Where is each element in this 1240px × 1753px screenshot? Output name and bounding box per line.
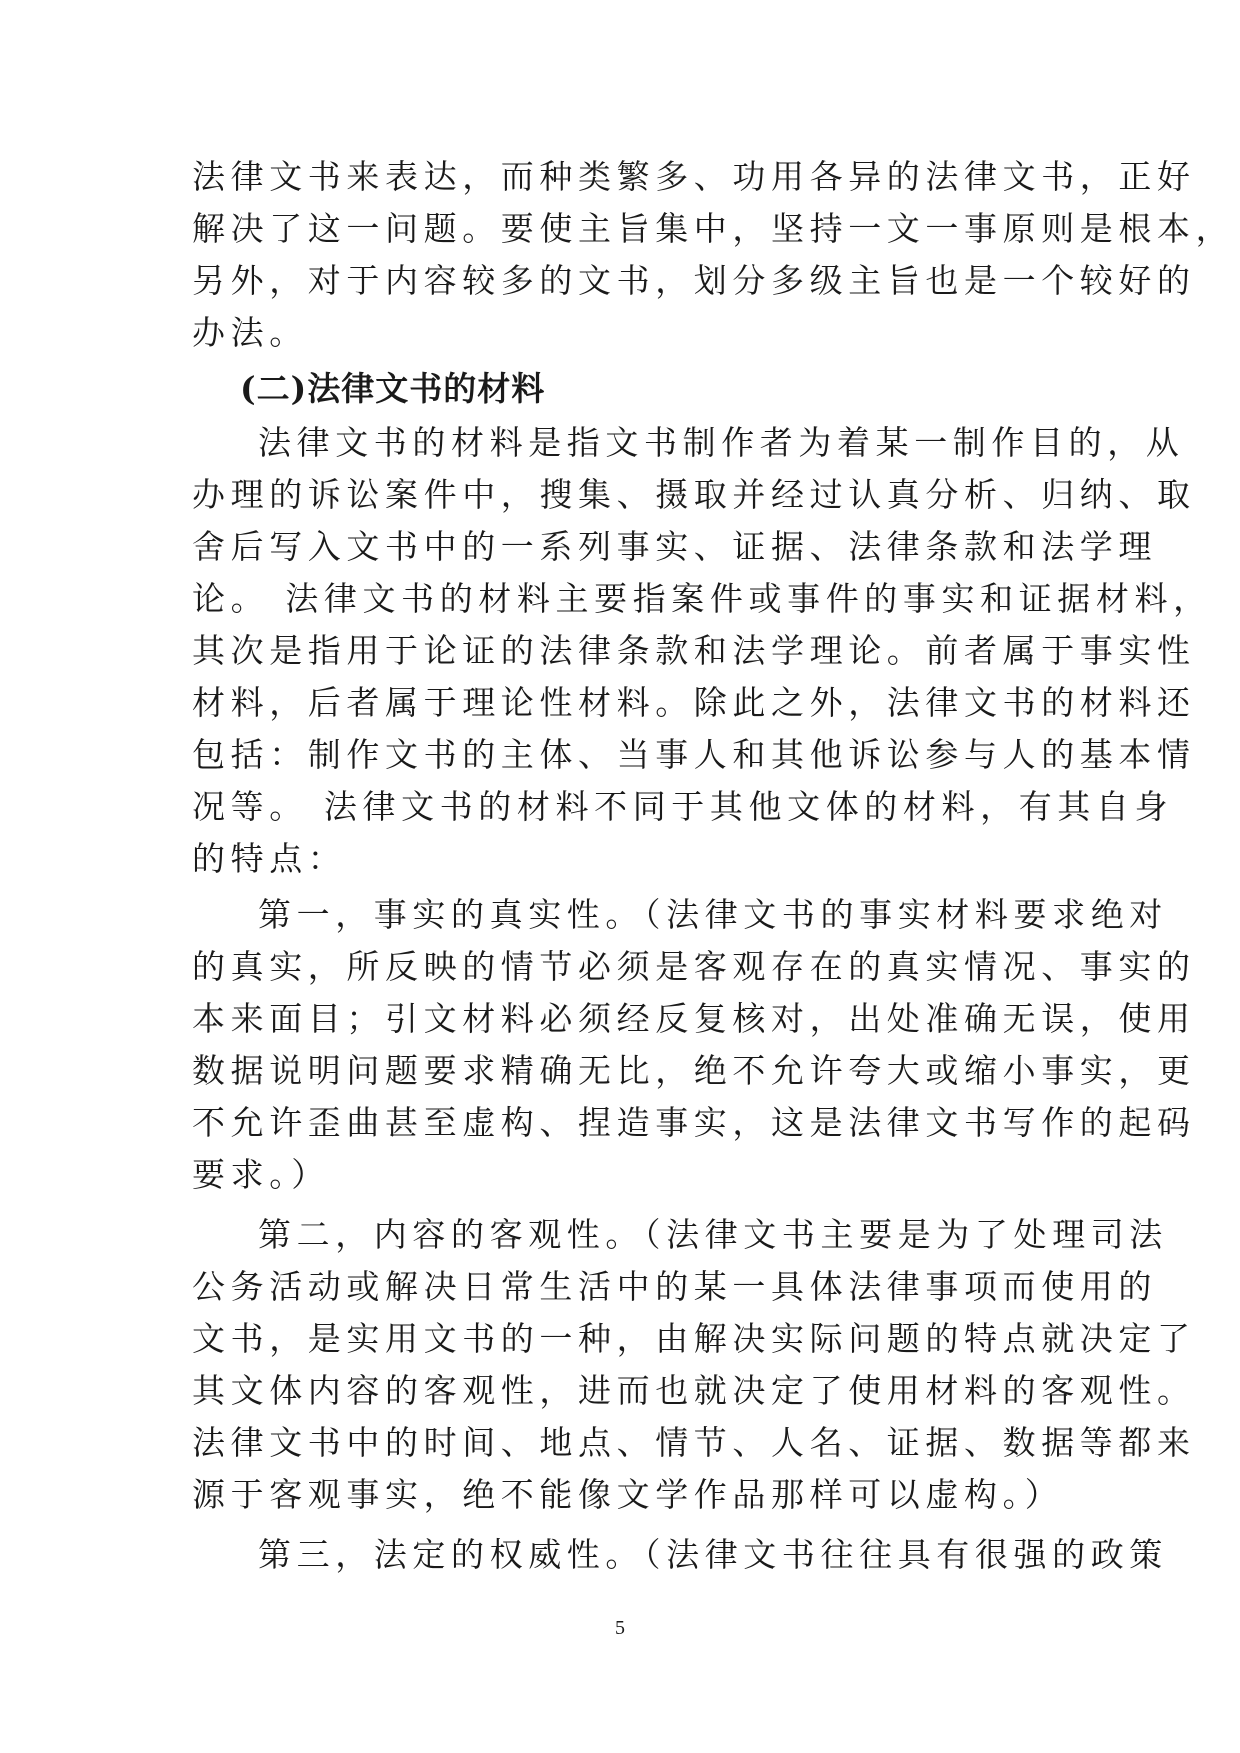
text-line: 况等。 法律文书的材料不同于其他文体的材料，有其自身 xyxy=(192,787,1174,826)
text-line: 另外，对于内容较多的文书，划分多级主旨也是一个较好的 xyxy=(192,261,1196,300)
text-line: 材料，后者属于理论性材料。除此之外，法律文书的材料还 xyxy=(192,683,1196,722)
section-heading: (二)法律文书的材料 xyxy=(240,369,546,408)
text-line: 办理的诉讼案件中，搜集、摄取并经过认真分析、归纳、取 xyxy=(192,475,1196,514)
text-line: 解决了这一问题。要使主旨集中，坚持一文一事原则是根本， xyxy=(192,209,1235,248)
paragraph-first-line: 第一，事实的真实性。（法律文书的事实材料要求绝对 xyxy=(258,895,1168,934)
text-line: 要求。） xyxy=(192,1155,330,1194)
text-line: 舍后写入文书中的一系列事实、证据、法律条款和法学理 xyxy=(192,527,1157,566)
text-line: 数据说明问题要求精确无比，绝不允许夸大或缩小事实，更 xyxy=(192,1051,1196,1090)
paragraph-first-line: 第三，法定的权威性。（法律文书往往具有很强的政策 xyxy=(258,1535,1168,1574)
text-line: 的真实，所反映的情节必须是客观存在的真实情况、事实的 xyxy=(192,947,1196,986)
page-number: 5 xyxy=(615,1617,625,1639)
text-line: 源于客观事实，绝不能像文学作品那样可以虚构。） xyxy=(192,1475,1064,1514)
text-line: 法律文书来表达，而种类繁多、功用各异的法律文书，正好 xyxy=(192,157,1196,196)
text-line: 法律文书中的时间、地点、情节、人名、证据、数据等都来 xyxy=(192,1423,1196,1462)
text-line: 文书，是实用文书的一种，由解决实际问题的特点就决定了 xyxy=(192,1319,1196,1358)
text-line: 其次是指用于论证的法律条款和法学理论。前者属于事实性 xyxy=(192,631,1196,670)
text-line: 包括：制作文书的主体、当事人和其他诉讼参与人的基本情 xyxy=(192,735,1196,774)
text-line: 不允许歪曲甚至虚构、捏造事实，这是法律文书写作的起码 xyxy=(192,1103,1196,1142)
text-line: 本来面目；引文材料必须经反复核对，出处准确无误，使用 xyxy=(192,999,1196,1038)
text-line: 其文体内容的客观性，进而也就决定了使用材料的客观性。 xyxy=(192,1371,1196,1410)
text-line: 公务活动或解决日常生活中的某一具体法律事项而使用的 xyxy=(192,1267,1157,1306)
text-line: 的特点： xyxy=(192,839,347,878)
text-line: 办法。 xyxy=(192,313,308,352)
paragraph-first-line: 法律文书的材料是指文书制作者为着某一制作目的，从 xyxy=(258,423,1185,462)
paragraph-first-line: 第二，内容的客观性。（法律文书主要是为了处理司法 xyxy=(258,1215,1168,1254)
text-line: 论。 法律文书的材料主要指案件或事件的事实和证据材料， xyxy=(192,579,1212,618)
